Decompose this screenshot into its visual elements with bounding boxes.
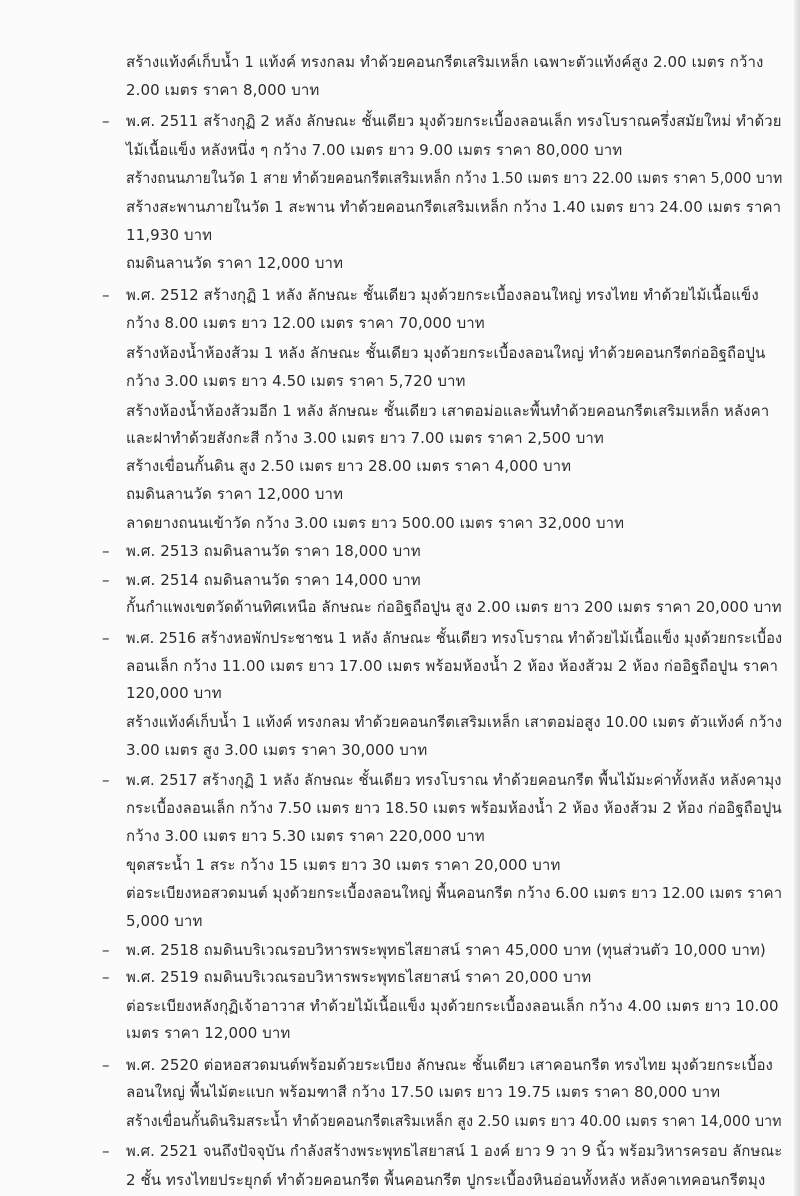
text-line: กระเบื้องลอนเล็ก กว้าง 7.50 เมตร ยาว 18.50 เมตร พร้อมห้องน้ำ 2 ห้อง ห้องส้วม 2 ห้อง ก่ออิฐถือปูน <box>126 799 782 817</box>
list-bullet-dash: – <box>102 112 110 130</box>
year-entry-line: พ.ศ. 2521 จนถึงปัจจุบัน กำลังสร้างพระพุทธไสยาสน์ 1 องค์ ยาว 9 วา 9 นิ้ว พร้อมวิหารครอบ ลักษณะ <box>126 1142 783 1160</box>
text-line: ถมดินลานวัด ราคา 12,000 บาท <box>126 254 344 272</box>
text-line: สร้างเขื่อนกั้นดิน สูง 2.50 เมตร ยาว 28.00 เมตร ราคา 4,000 บาท <box>126 457 572 475</box>
text-line: ลาดยางถนนเข้าวัด กว้าง 3.00 เมตร ยาว 500.00 เมตร ราคา 32,000 บาท <box>126 514 625 532</box>
page-edge-shadow <box>794 0 800 1196</box>
list-bullet-dash: – <box>102 571 110 589</box>
text-line: 2.00 เมตร ราคา 8,000 บาท <box>126 81 320 99</box>
year-entry-line: พ.ศ. 2519 ถมดินบริเวณรอบวิหารพระพุทธไสยาสน์ ราคา 20,000 บาท <box>126 968 592 986</box>
text-line: และฝาทำด้วยสังกะสี กว้าง 3.00 เมตร ยาว 7.00 เมตร ราคา 2,500 บาท <box>126 429 604 447</box>
list-bullet-dash: – <box>102 286 110 304</box>
text-line: ไม้เนื้อแข็ง หลังหนึ่ง ๆ กว้าง 7.00 เมตร ยาว 9.00 เมตร ราคา 80,000 บาท <box>126 141 623 159</box>
text-line: กว้าง 8.00 เมตร ยาว 12.00 เมตร ราคา 70,000 บาท <box>126 314 485 332</box>
list-bullet-dash: – <box>102 629 110 647</box>
text-line: สร้างห้องน้ำห้องส้วมอีก 1 หลัง ลักษณะ ชั้นเดียว เสาตอม่อและพื้นทำด้วยคอนกรีตเสริมเหล็ก หลังคา <box>126 402 770 420</box>
list-bullet-dash: – <box>102 542 110 560</box>
year-entry-line: พ.ศ. 2514 ถมดินลานวัด ราคา 14,000 บาท <box>126 571 421 589</box>
text-line: 5,000 บาท <box>126 912 203 930</box>
list-bullet-dash: – <box>102 771 110 789</box>
text-line: กว้าง 3.00 เมตร ยาว 5.30 เมตร ราคา 220,000 บาท <box>126 827 485 845</box>
text-line: กว้าง 3.00 เมตร ยาว 4.50 เมตร ราคา 5,720 บาท <box>126 372 466 390</box>
text-line: 11,930 บาท <box>126 226 213 244</box>
year-entry-line: พ.ศ. 2512 สร้างกุฏิ 1 หลัง ลักษณะ ชั้นเดียว มุงด้วยกระเบื้องลอนใหญ่ ทรงไทย ทำด้วยไม้เนื้อแข็ง <box>126 286 759 304</box>
text-line: เมตร ราคา 12,000 บาท <box>126 1024 291 1042</box>
text-line: สร้างแท้งค์เก็บน้ำ 1 แท้งค์ ทรงกลม ทำด้วยคอนกรีตเสริมเหล็ก เสาตอม่อสูง 10.00 เมตร ตัวแท้งค์ กว้าง <box>126 713 783 731</box>
year-entry-line: พ.ศ. 2511 สร้างกุฏิ 2 หลัง ลักษณะ ชั้นเดียว มุงด้วยกระเบื้องลอนเล็ก ทรงโบราณครึ่งสมัยใหม่ ทำด้วย <box>126 112 782 130</box>
text-line: สร้างเขื่อนกั้นดินริมสระน้ำ ทำด้วยคอนกรีตเสริมเหล็ก สูง 2.50 เมตร ยาว 40.00 เมตร ราคา 14,000 บาท <box>126 1112 782 1130</box>
year-entry-line: พ.ศ. 2513 ถมดินลานวัด ราคา 18,000 บาท <box>126 542 421 560</box>
text-line: ขุดสระน้ำ 1 สระ กว้าง 15 เมตร ยาว 30 เมตร ราคา 20,000 บาท <box>126 856 561 874</box>
year-entry-line: พ.ศ. 2520 ต่อหอสวดมนต์พร้อมด้วยระเบียง ลักษณะ ชั้นเดียว เสาคอนกรีต ทรงไทย มุงด้วยกระเบื้อง <box>126 1056 773 1074</box>
text-line: 3.00 เมตร สูง 3.00 เมตร ราคา 30,000 บาท <box>126 741 428 759</box>
list-bullet-dash: – <box>102 1056 110 1074</box>
text-line: 2 ชั้น ทรงไทยประยุกต์ ทำด้วยคอนกรีต พื้นคอนกรีต ปูกระเบื้องหินอ่อนทั้งหลัง หลังคาเทคอนกรีตมุง <box>126 1171 766 1189</box>
text-line: สร้างถนนภายในวัด 1 สาย ทำด้วยคอนกรีตเสริมเหล็ก กว้าง 1.50 เมตร ยาว 22.00 เมตร ราคา 5,000 บาท <box>126 169 783 187</box>
text-line: กั้นกำแพงเขตวัดด้านทิศเหนือ ลักษณะ ก่ออิฐถือปูน สูง 2.00 เมตร ยาว 200 เมตร ราคา 20,000 บาท <box>126 598 782 616</box>
text-line: ต่อระเบียงหอสวดมนต์ มุงด้วยกระเบื้องลอนใหญ่ พื้นคอนกรีต กว้าง 6.00 เมตร ยาว 12.00 เมตร ราคา <box>126 884 783 902</box>
list-bullet-dash: – <box>102 941 110 959</box>
year-entry-line: พ.ศ. 2517 สร้างกุฏิ 1 หลัง ลักษณะ ชั้นเดียว ทรงโบราณ ทำด้วยคอนกรีต พื้นไม้มะค่าทั้งหลัง หลังคามุง <box>126 771 782 789</box>
list-bullet-dash: – <box>102 968 110 986</box>
text-line: ลอนเล็ก กว้าง 11.00 เมตร ยาว 17.00 เมตร พร้อมห้องน้ำ 2 ห้อง ห้องส้วม 2 ห้อง ก่ออิฐถือปูน ราคา <box>126 657 779 675</box>
text-line: สร้างห้องน้ำห้องส้วม 1 หลัง ลักษณะ ชั้นเดียว มุงด้วยกระเบื้องลอนใหญ่ ทำด้วยคอนกรีตก่ออิฐถือปูน <box>126 344 766 362</box>
text-line: ถมดินลานวัด ราคา 12,000 บาท <box>126 485 344 503</box>
list-bullet-dash: – <box>102 1142 110 1160</box>
text-line: 120,000 บาท <box>126 684 222 702</box>
year-entry-line: พ.ศ. 2518 ถมดินบริเวณรอบวิหารพระพุทธไสยาสน์ ราคา 45,000 บาท (ทุนส่วนตัว 10,000 บาท) <box>126 941 766 959</box>
text-line: ต่อระเบียงหลังกุฏิเจ้าอาวาส ทำด้วยไม้เนื้อแข็ง มุงด้วยกระเบื้องลอนเล็ก กว้าง 4.00 เมตร ยาว 10.00 <box>126 997 779 1015</box>
text-line: ลอนใหญ่ พื้นไม้ตะแบก พร้อมฑาสี กว้าง 17.50 เมตร ยาว 19.75 เมตร ราคา 80,000 บาท <box>126 1083 721 1101</box>
text-line: สร้างแท้งค์เก็บน้ำ 1 แท้งค์ ทรงกลม ทำด้วยคอนกรีตเสริมเหล็ก เฉพาะตัวแท้งค์สูง 2.00 เมตร กว้าง <box>126 53 764 71</box>
text-line: สร้างสะพานภายในวัด 1 สะพาน ทำด้วยคอนกรีตเสริมเหล็ก กว้าง 1.40 เมตร ยาว 24.00 เมตร ราคา <box>126 198 782 216</box>
year-entry-line: พ.ศ. 2516 สร้างหอพักประชาชน 1 หลัง ลักษณะ ชั้นเดียว ทรงโบราณ ทำด้วยไม้เนื้อแข็ง มุงด้วยกระเบื้อง <box>126 629 783 647</box>
